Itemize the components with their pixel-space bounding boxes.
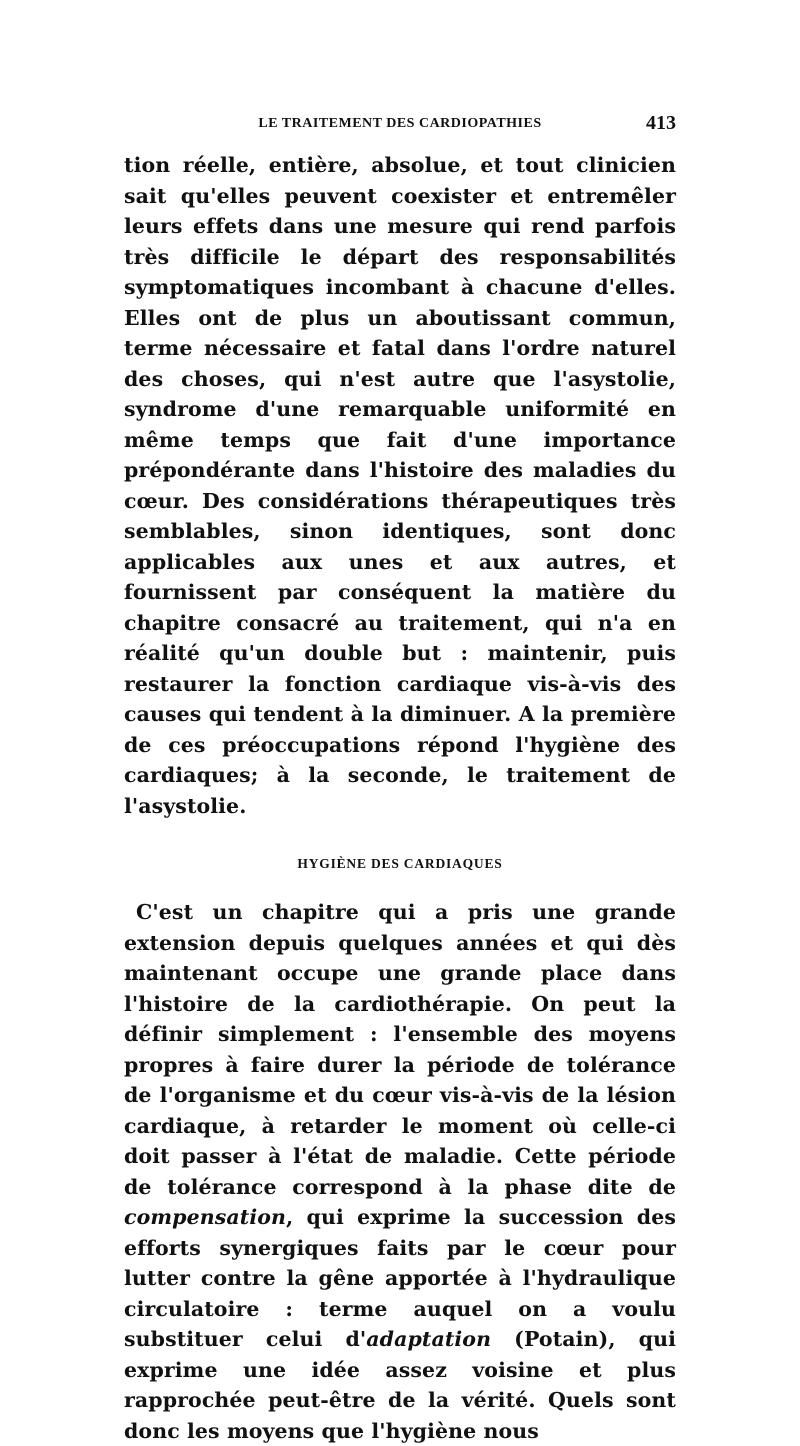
term-adaptation: adaptation: [366, 1327, 492, 1351]
running-title: LE TRAITEMENT DES CARDIOPATHIES: [258, 116, 542, 131]
page-number: 413: [646, 112, 676, 134]
running-head: [124, 112, 676, 142]
paragraph-2-text-3: (Potain), qui exprime une idée assez voisine et plus rapprochée peut-être de la vérité. Quels sont donc les moyens que l'hygiène nous: [124, 1327, 676, 1443]
section-heading: HYGIÈNE DES CARDIAQUES: [297, 856, 503, 871]
book-page: [124, 112, 676, 1446]
paragraph-2-text-2: , qui exprime la succession des efforts synergiques faits par le cœur pour lutter contre la gêne apportée à l'hydraulique circulatoire : terme auquel on a voulu substituer celui d': [124, 1205, 676, 1351]
term-compensation: compensation: [124, 1205, 286, 1229]
paragraph-2-text-1: C'est un chapitre qui a pris une grande extension depuis quelques années et qui dès maintenant occupe une grande place dans l'histoire de la cardiothérapie. On peut la définir simplement : l'ensemble des moyens propres à faire durer la période de tolérance de l'organisme et du cœur vis-à-vis de la lésion cardiaque, à retarder le moment où celle-ci doit passer à l'état de maladie. Cette période de tolérance correspond à la phase dite de: [124, 900, 676, 1199]
body-paragraph-1: tion réelle, entière, absolue, et tout clinicien sait qu'elles peuvent coexister et entremêler leurs effets dans une mesure qui rend parfois très difficile le départ des responsabilités symptomatiques incombant à chacune d'elles. Elles ont de plus un aboutissant commun, terme nécessaire et fatal dans l'ordre naturel des choses, qui n'est autre que l'asystolie, syndrome d'une remarquable uniformité en même temps que fait d'une importance prépondérante dans l'histoire des maladies du cœur. Des considérations thérapeutiques très semblables, sinon identiques, sont donc applicables aux unes et aux autres, et fournissent par conséquent la matière du chapitre consacré au traitement, qui n'a en réalité qu'un double but : maintenir, puis restaurer la fonction cardiaque vis-à-vis des causes qui tendent à la diminuer. A la première de ces préoccupations répond l'hygiène des cardiaques; à la seconde, le traitement de l'asystolie.: [124, 153, 676, 818]
body-paragraph-2: [124, 897, 676, 1446]
